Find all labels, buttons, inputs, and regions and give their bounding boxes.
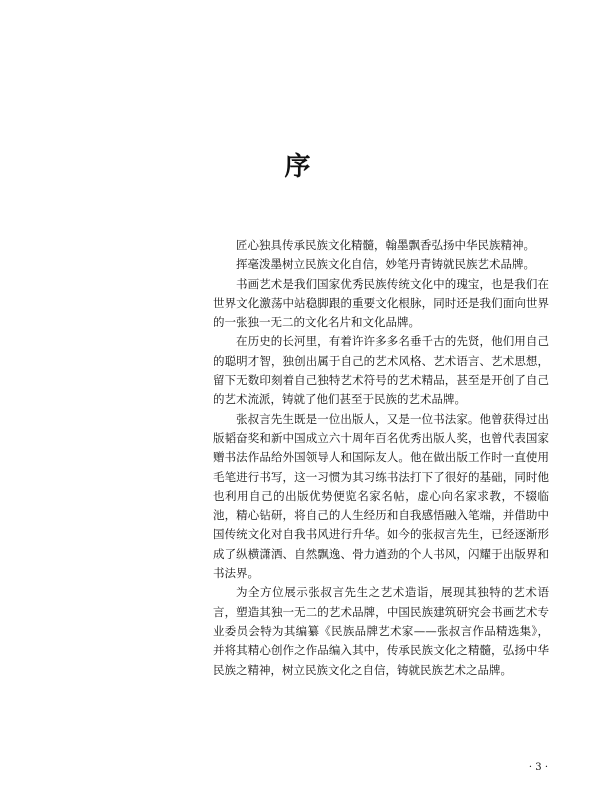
paragraph: 挥毫泼墨树立民族文化自信，妙笔丹青铸就民族艺术品牌。 (236, 257, 535, 272)
paragraph: 在历史的长河里，有着许许多多名垂千古的先贤，他们用自己的聪明才智，独创出属于自己的艺术风格、艺术语言、艺术思想，留下无数印刻着自己独特艺术符号的艺术精品，甚至是开创了自己的艺术流派，铸就了他们甚至于民族的艺术品牌。 (213, 334, 549, 407)
paragraph: 为全方位展示张叔言先生之艺术造诣，展现其独特的艺术语言，塑造其独一无二的艺术品牌，中国民族建筑研究会书画艺术专业委员会特为其编纂《民族品牌艺术家——张叔言作品精选集》，并将其精心创作之作品编入其中，传承民族文化之精髓，弘扬中华民族之精神，树立民族文化之自信，铸就民族艺术之品牌。 (213, 585, 549, 677)
paragraph: 匠心独具传承民族文化精髓，翰墨飘香弘扬中华民族精神。 (236, 238, 535, 252)
page-title: 序 (284, 152, 311, 182)
page-number: · 3 · (528, 762, 548, 773)
paragraph: 张叔言先生既是一位出版人，又是一位书法家。他曾获得过出版韬奋奖和新中国成立六十周年百名优秀出版人奖，也曾代表国家赠书法作品给外国领导人和国际友人。他在做出版工作时一直使用毛笔进行书写，这一习惯为其习练书法打下了很好的基础，同时他也利用自己的出版优势便览名家名帖，虚心向名家求教，不辍临池，精心钻研，将自己的人生经历和自我感悟融入笔端，并借助中国传统文化对自我书风进行升华。如今的张叔言先生，已经逐渐形成了纵横潇洒、自然飘逸、骨力遒劲的个人书风，闪耀于出版界和书法界。 (213, 411, 549, 581)
preface-body (213, 236, 549, 680)
paragraph: 书画艺术是我们国家优秀民族传统文化中的瑰宝，也是我们在世界文化激荡中站稳脚跟的重要文化根脉，同时还是我们面向世界的一张独一无二的文化名片和文化品牌。 (213, 276, 549, 330)
